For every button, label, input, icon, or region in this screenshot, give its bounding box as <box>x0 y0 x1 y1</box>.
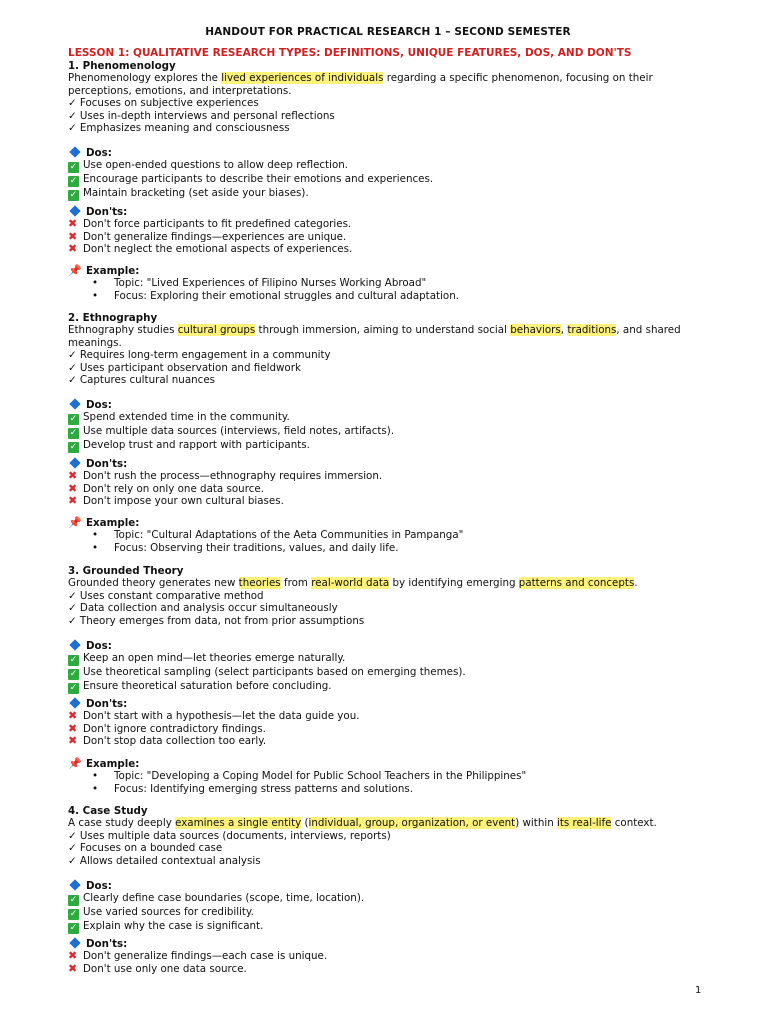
do-item: Use varied sources for credibility. <box>83 906 254 919</box>
example-item: Topic: "Developing a Coping Model for Public School Teachers in the Philippines" <box>114 770 527 783</box>
example-item: Topic: "Cultural Adaptations of the Aeta Communities in Pampanga" <box>114 529 464 542</box>
green-check-box-icon: ✓ <box>69 442 78 453</box>
dont-item: Don't rely on only one data source. <box>83 482 264 495</box>
red-x-icon: ✖ <box>68 961 78 975</box>
do-item: Use open-ended questions to allow deep reflection. <box>83 159 349 172</box>
donts-block: Don'ts: ✖ Don't generalize findings—each case is unique. ✖ Don't use only one data source. <box>68 938 328 975</box>
green-check-box-icon: ✓ <box>69 428 78 439</box>
dos-block: Dos: ✓ Keep an open mind—let theories emerge naturally. ✓ Use theoretical sampling (select participants based on emerging themes). ✓ Ensure theoretical saturation before concluding. <box>69 640 466 694</box>
dont-item: Don't stop data collection too early. <box>83 735 267 748</box>
do-item: Clearly define case boundaries (scope, time, location). <box>83 892 365 905</box>
do-item: Keep an open mind—let theories emerge naturally. <box>83 652 346 665</box>
section-phenomenology: 1. Phenomenology Phenomenology explores the lived experiences of individuals regarding a specific phenomenon, focusing on their perceptions, emotions, and interpretations. ✓ Focuses on subjective experiences ✓ Uses in-depth interviews and personal reflections ✓ Emphasizes meaning and consciousness <box>68 60 718 134</box>
example-block: 📌 Example: • Topic: "Cultural Adaptations of the Aeta Communities in Pampanga" • Focus: Observing their traditions, values, and daily life. <box>68 516 464 554</box>
do-item: Use multiple data sources (interviews, field notes, artifacts). <box>83 425 395 438</box>
green-check-box-icon: ✓ <box>69 162 78 173</box>
red-x-icon: ✖ <box>68 721 78 735</box>
section-ethnography: 2. Ethnography Ethnography studies cultural groups through immersion, aiming to understand social behaviors, traditions, and shared meanings. ✓ Requires long-term engagement in a community ✓ Uses participant observation and fieldwork ✓ Captures cultural nuances <box>68 312 718 386</box>
section-heading: 3. Grounded Theory <box>68 565 184 577</box>
red-x-icon: ✖ <box>68 734 78 748</box>
do-item: Explain why the case is significant. <box>83 920 264 933</box>
red-x-icon: ✖ <box>68 229 78 243</box>
dont-item: Don't impose your own cultural biases. <box>83 495 284 508</box>
green-check-box-icon: ✓ <box>69 895 78 906</box>
section-heading: 2. Ethnography <box>68 312 158 324</box>
blue-diamond-icon <box>69 937 80 948</box>
feature-item: ✓ Emphasizes meaning and consciousness <box>68 122 290 135</box>
pushpin-icon: 📌 <box>68 264 82 277</box>
do-item: Use theoretical sampling (select participants based on emerging themes). <box>83 666 466 679</box>
feature-item: ✓ Uses multiple data sources (documents, interviews, reports) <box>68 829 391 842</box>
green-check-box-icon: ✓ <box>69 176 78 187</box>
dont-item: Don't force participants to fit predefined categories. <box>83 218 352 231</box>
example-block: 📌 Example: • Topic: "Lived Experiences of Filipino Nurses Working Abroad" • Focus: Exploring their emotional struggles and cultural adaptation. <box>68 264 460 302</box>
green-check-box-icon: ✓ <box>69 190 78 201</box>
dos-block: Dos: ✓ Spend extended time in the community. ✓ Use multiple data sources (interviews, field notes, artifacts). ✓ Develop trust and rapport with participants. <box>69 399 395 453</box>
example-item: Topic: "Lived Experiences of Filipino Nurses Working Abroad" <box>114 277 427 290</box>
section-grounded-theory <box>68 565 718 627</box>
blue-diamond-icon <box>69 879 80 890</box>
red-x-icon: ✖ <box>68 469 78 483</box>
highlight: individual, group, organization, or event <box>308 817 516 830</box>
lesson-title: LESSON 1: QUALITATIVE RESEARCH TYPES: DEFINITIONS, UNIQUE FEATURES, DOS, AND DON'TS <box>68 47 632 59</box>
highlight: lived experiences of individuals <box>221 72 384 85</box>
do-item: Ensure theoretical saturation before concluding. <box>83 680 332 693</box>
page-title: HANDOUT FOR PRACTICAL RESEARCH 1 – SECOND SEMESTER <box>205 26 571 38</box>
do-item: Spend extended time in the community. <box>83 411 290 424</box>
highlight: cultural groups <box>177 324 256 337</box>
example-block: 📌 Example: • Topic: "Developing a Coping Model for Public School Teachers in the Philippines" • Focus: Identifying emerging stress patterns and solutions. <box>68 757 527 795</box>
feature-item: ✓ Data collection and analysis occur simultaneously <box>68 602 338 615</box>
dont-item: Don't rush the process—ethnography requires immersion. <box>83 470 383 483</box>
donts-block: Don'ts: ✖ Don't force participants to fit predefined categories. ✖ Don't generalize findings—experiences are unique. ✖ Don't neglect the emotional aspects of experiences. <box>68 206 353 256</box>
blue-diamond-icon <box>69 205 80 216</box>
donts-block: Don'ts: ✖ Don't start with a hypothesis—let the data guide you. ✖ Don't ignore contradictory findings. ✖ Don't stop data collection too early. <box>68 698 360 748</box>
section-description: Phenomenology explores the lived experiences of individuals regarding a specific phenomenon, focusing on their <box>68 72 653 85</box>
feature-item: ✓ Theory emerges from data, not from prior assumptions <box>68 614 365 627</box>
section-description: Grounded theory generates new theories from real-world data by identifying emerging patterns and concepts. <box>68 577 638 590</box>
green-check-box-icon: ✓ <box>69 655 78 666</box>
dont-item: Don't neglect the emotional aspects of experiences. <box>83 243 353 256</box>
blue-diamond-icon <box>69 457 80 468</box>
do-item: Encourage participants to describe their emotions and experiences. <box>83 173 434 186</box>
green-check-box-icon: ✓ <box>69 923 78 934</box>
red-x-icon: ✖ <box>68 217 78 231</box>
dont-item: Don't use only one data source. <box>83 962 247 975</box>
feature-item: ✓ Focuses on a bounded case <box>68 842 223 855</box>
dont-item: Don't generalize findings—experiences are unique. <box>83 230 347 243</box>
pushpin-icon: 📌 <box>68 757 82 770</box>
highlight: behaviors <box>510 324 561 337</box>
green-check-box-icon: ✓ <box>69 414 78 425</box>
feature-item: ✓ Requires long-term engagement in a community <box>68 349 331 362</box>
red-x-icon: ✖ <box>68 481 78 495</box>
dont-item: Don't generalize findings—each case is unique. <box>83 950 328 963</box>
red-x-icon: ✖ <box>68 709 78 723</box>
do-item: Maintain bracketing (set aside your biases). <box>83 187 309 200</box>
red-x-icon: ✖ <box>68 494 78 508</box>
green-check-box-icon: ✓ <box>69 909 78 920</box>
do-item: Develop trust and rapport with participants. <box>83 439 310 452</box>
green-check-box-icon: ✓ <box>69 683 78 694</box>
red-x-icon: ✖ <box>68 949 78 963</box>
highlight: theories <box>238 577 281 590</box>
highlight: examines a single entity <box>175 817 302 830</box>
feature-item: ✓ Uses participant observation and fieldwork <box>68 361 301 374</box>
section-description: A case study deeply examines a single entity (individual, group, organization, or event) within its real-life context. <box>68 817 657 830</box>
blue-diamond-icon <box>69 697 80 708</box>
highlight: its real-life <box>557 817 612 830</box>
feature-item: ✓ Focuses on subjective experiences <box>68 97 259 110</box>
donts-block: Don'ts: ✖ Don't rush the process—ethnography requires immersion. ✖ Don't rely on only one data source. ✖ Don't impose your own cultural biases. <box>68 458 383 508</box>
blue-diamond-icon <box>69 398 80 409</box>
highlight: real-world data <box>311 577 390 590</box>
pushpin-icon: 📌 <box>68 516 82 529</box>
example-item: Focus: Exploring their emotional struggles and cultural adaptation. <box>114 289 460 302</box>
section-heading: 4. Case Study <box>68 805 148 817</box>
feature-item: ✓ Captures cultural nuances <box>68 374 216 387</box>
feature-item: ✓ Uses constant comparative method <box>68 589 264 602</box>
red-x-icon: ✖ <box>68 242 78 256</box>
dos-block: Dos: ✓ Use open-ended questions to allow deep reflection. ✓ Encourage participants to describe their emotions and experiences. ✓ Maintain bracketing (set aside your biases). <box>69 147 434 201</box>
dont-item: Don't start with a hypothesis—let the data guide you. <box>83 710 360 723</box>
highlight: patterns and concepts <box>518 577 635 590</box>
dos-block: Dos: ✓ Clearly define case boundaries (scope, time, location). ✓ Use varied sources for credibility. ✓ Explain why the case is significant. <box>69 880 365 934</box>
highlight: traditions <box>567 324 617 337</box>
example-item: Focus: Identifying emerging stress patterns and solutions. <box>114 782 413 795</box>
section-case-study <box>68 805 718 867</box>
blue-diamond-icon <box>69 639 80 650</box>
green-check-box-icon: ✓ <box>69 669 78 680</box>
section-description: Ethnography studies cultural groups through immersion, aiming to understand social behaviors, traditions, and shared <box>68 324 681 337</box>
page-number: 1 <box>695 985 702 996</box>
blue-diamond-icon <box>69 146 80 157</box>
feature-item: ✓ Uses in-depth interviews and personal reflections <box>68 109 335 122</box>
section-heading: 1. Phenomenology <box>68 60 176 72</box>
feature-item: ✓ Allows detailed contextual analysis <box>68 854 261 867</box>
dont-item: Don't ignore contradictory findings. <box>83 722 266 735</box>
example-item: Focus: Observing their traditions, values, and daily life. <box>114 541 399 554</box>
